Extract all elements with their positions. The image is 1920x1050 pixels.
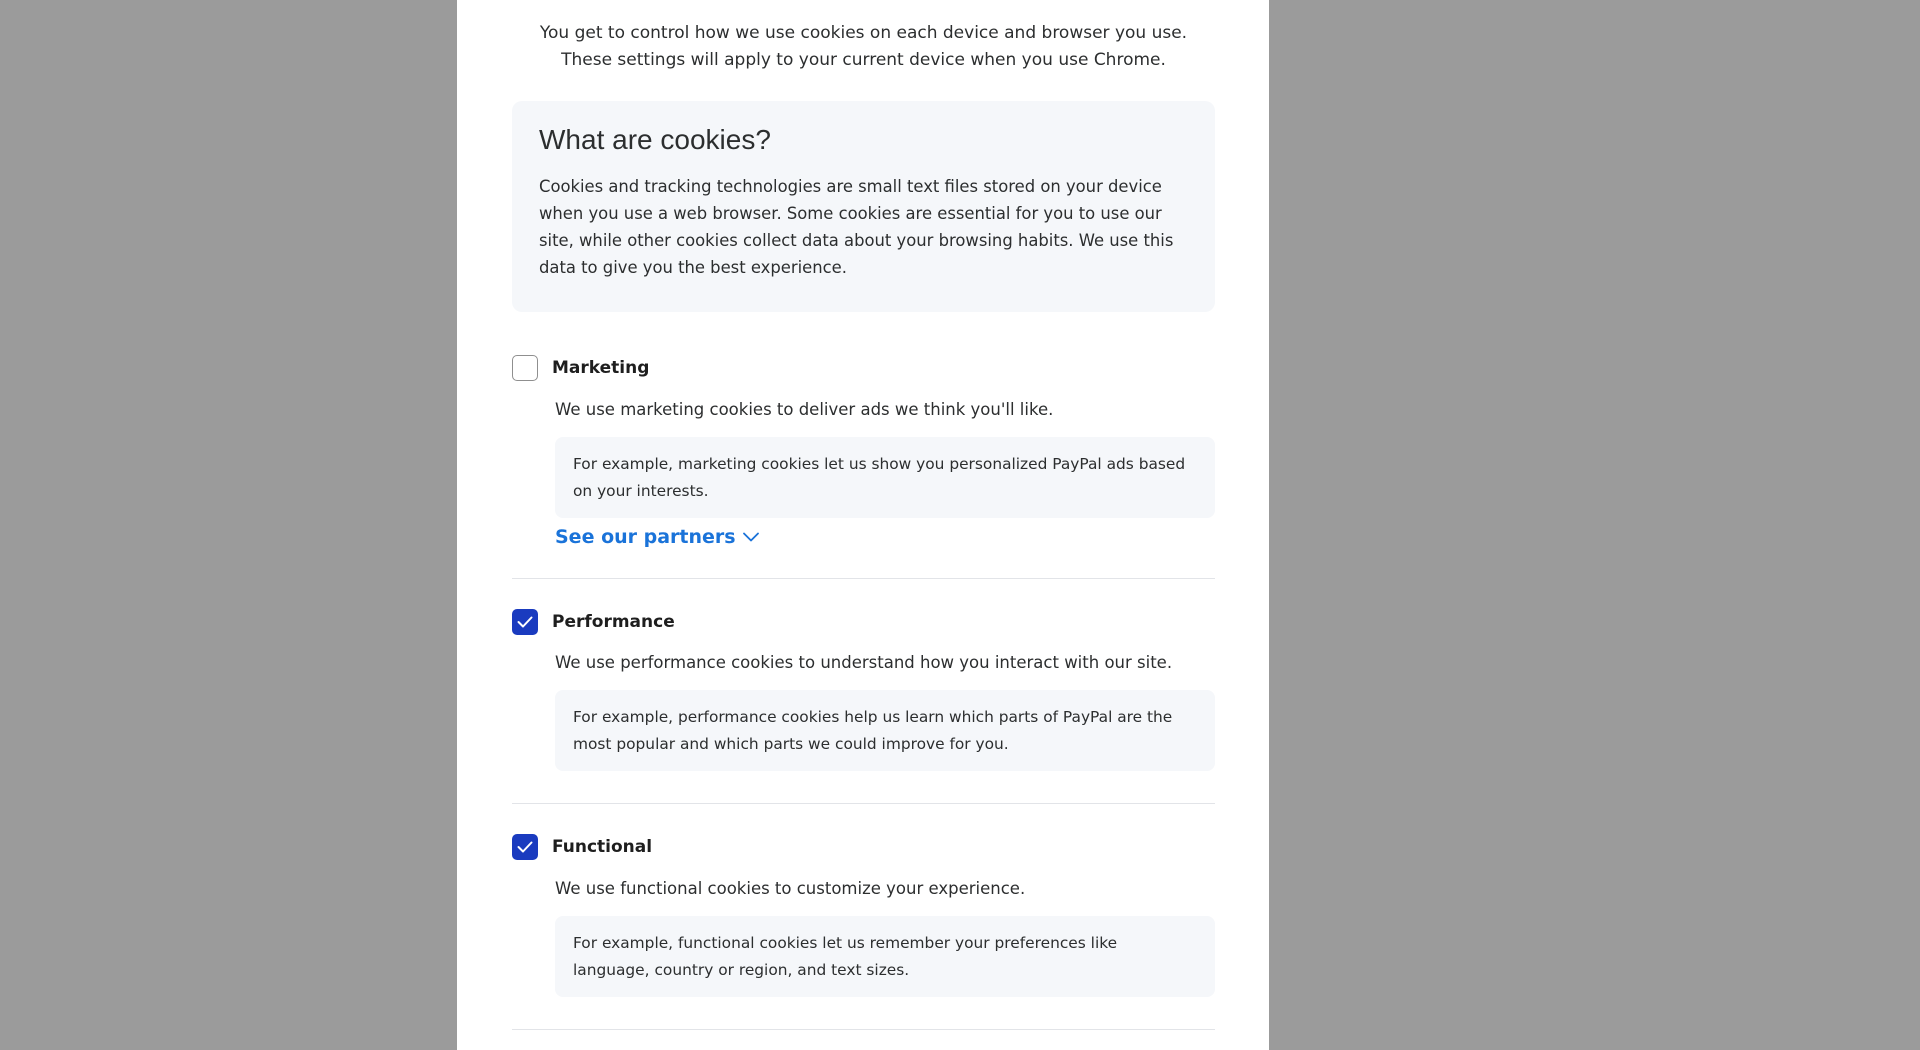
functional-header — [512, 833, 652, 861]
cookie-preferences-panel — [457, 0, 1269, 1050]
see-our-partners-label[interactable]: See our partners — [555, 526, 736, 548]
see-our-partners-link[interactable] — [555, 526, 759, 548]
marketing-description: We use marketing cookies to deliver ads we think you'll like. — [555, 400, 1054, 419]
performance-header — [512, 608, 675, 636]
checkmark-icon — [517, 841, 533, 853]
performance-checkbox[interactable] — [512, 609, 538, 635]
divider — [512, 578, 1215, 579]
checkmark-icon — [517, 616, 533, 628]
info-box-body: Cookies and tracking technologies are small text files stored on your device when you use a web browser. Some cookies are essential for you to use our site, while other cookies collect data about your browsing habits. We use this data to give you the best experience. — [539, 177, 1174, 277]
performance-description: We use performance cookies to understand how you interact with our site. — [555, 653, 1173, 672]
divider — [512, 1029, 1215, 1030]
info-box-title: What are cookies? — [539, 124, 771, 155]
performance-title[interactable]: Performance — [552, 612, 675, 632]
intro-text: You get to control how we use cookies on each device and browser you use. These settings will apply to your current device when you use Chrome. — [539, 23, 1188, 70]
divider — [512, 803, 1215, 804]
performance-example: For example, performance cookies help us learn which parts of PayPal are the most popular and which parts we could improve for you. — [555, 690, 1215, 771]
what-are-cookies-box — [512, 101, 1215, 312]
functional-example: For example, functional cookies let us remember your preferences like language, country or region, and text sizes. — [555, 916, 1215, 997]
functional-checkbox[interactable] — [512, 834, 538, 860]
functional-description: We use functional cookies to customize your experience. — [555, 879, 1026, 898]
functional-title[interactable]: Functional — [552, 837, 653, 857]
marketing-example: For example, marketing cookies let us show you personalized PayPal ads based on your interests. — [555, 437, 1215, 518]
chevron-down-icon[interactable] — [743, 532, 759, 542]
marketing-header — [512, 354, 649, 382]
marketing-title[interactable]: Marketing — [552, 358, 650, 378]
marketing-checkbox[interactable] — [512, 355, 538, 381]
